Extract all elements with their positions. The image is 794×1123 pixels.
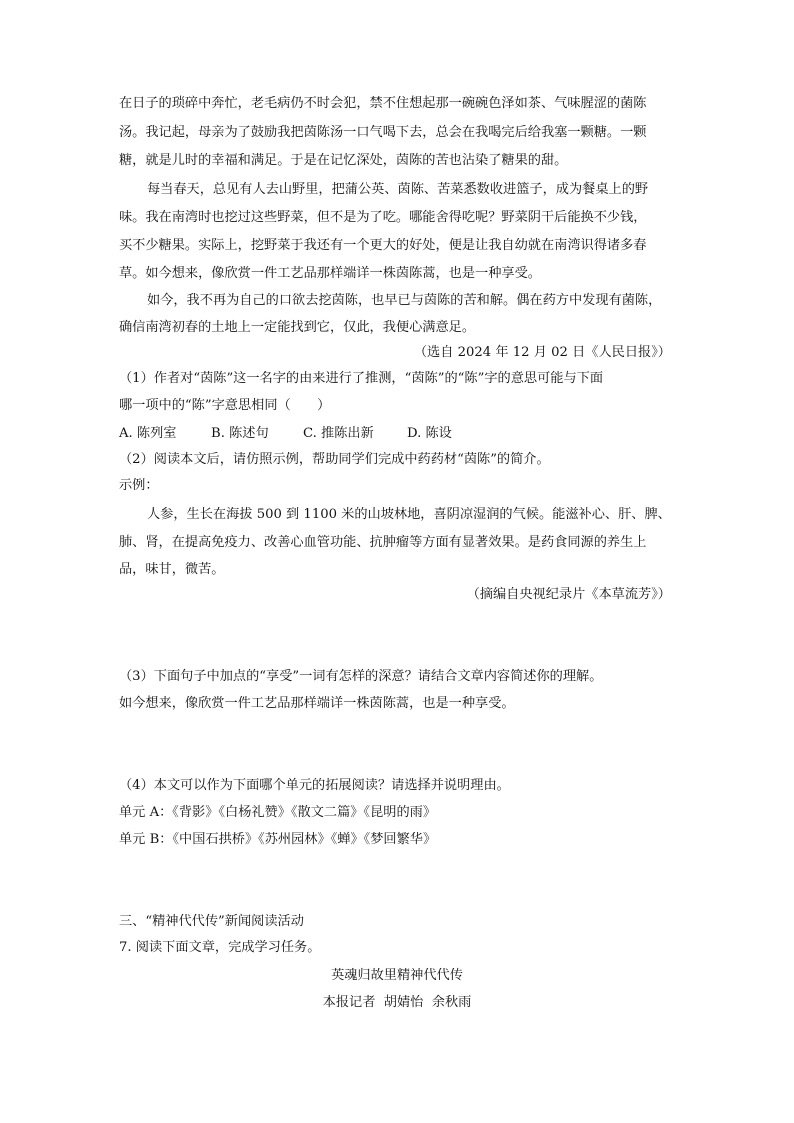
q4-prompt: （4）本文可以作为下面哪个单元的拓展阅读？请选择并说明理由。	[119, 778, 510, 793]
passage-p3-line-1: 如今，我不再为自己的口欲去挖茵陈，也早已与茵陈的苦和解。偶在药方中发现有菌陈，	[147, 293, 662, 308]
section-3-task: 7. 阅读下面文章，完成学习任务。	[119, 940, 321, 955]
q1-option-a[interactable]: A. 陈列室	[119, 426, 177, 441]
q1-option-d[interactable]: D. 陈设	[407, 426, 452, 441]
q2-example-line-3: 品，味甘，微苦。	[119, 562, 225, 577]
q1-options	[119, 424, 679, 444]
q2-example-label: 示例：	[119, 478, 159, 493]
q1-prompt-line-1: （1）作者对“茵陈”这一名字的由来进行了推测，“茵陈”的“陈”字的意思可能与下面	[119, 371, 604, 386]
passage-p2-line-2: 味。我在南湾时也挖过这些野菜，但不是为了吃。哪能舍得吃呢？野菜阴干后能换不少钱，	[119, 210, 647, 225]
q1-prompt-line-2: 哪一项中的“陈”字意思相同（ ）	[119, 398, 331, 413]
q2-example-line-2: 肺、肾，在提高免疫力、改善心血管功能、抗肿瘤等方面有显著效果。是药食同源的养生上	[119, 535, 647, 550]
q2-example-source: （摘编自央视纪录片《本草流芳》）	[466, 587, 671, 602]
q1-option-b[interactable]: B. 陈述句	[211, 426, 269, 441]
article-title: 英魂归故里精神代代传	[331, 968, 463, 983]
passage-p2-line-3: 买不少糖果。实际上，挖野菜于我还有一个更大的好处，便是让我自幼就在南湾识得诸多春	[119, 238, 647, 253]
passage-source: （选自 2024 年 12 月 02 日《人民日报》）	[413, 345, 671, 360]
section-3-heading: 三、“精神代代传”新闻阅读活动	[119, 914, 304, 929]
q2-example-line-1: 人参，生长在海拔 500 到 1100 米的山坡林地，喜阴凉湿润的气候。能滋补心、肝、脾、	[147, 507, 671, 522]
q3-prompt: （3）下面句子中加点的“享受”一词有怎样的深意？请结合文章内容简述你的理解。	[119, 669, 603, 684]
article-byline: 本报记者 胡婧怡 余秋雨	[322, 995, 472, 1010]
q4-unit-b: 单元 B：《中国石拱桥》《苏州园林》《蝉》《梦回繁华》	[119, 832, 437, 847]
passage-p1-line-1: 在日子的琐碎中奔忙，老毛病仍不时会犯，禁不住想起那一碗碗色泽如茶、气味腥涩的菌陈	[119, 96, 647, 111]
q4-unit-a: 单元 A：《背影》《白杨礼赞》《散文二篇》《昆明的雨》	[119, 805, 437, 820]
passage-p1-line-2: 汤。我记起，母亲为了鼓励我把茵陈汤一口气喝下去，总会在我喝完后给我塞一颗糖。一颗	[119, 125, 647, 140]
passage-p1-line-3: 糖，就是儿时的幸福和满足。于是在记忆深处，茵陈的苦也沾染了糖果的甜。	[119, 153, 568, 168]
q3-sentence: 如今想来，像欣赏一件工艺品那样端详一株茵陈蒿，也是一种享受。	[119, 696, 515, 711]
q2-prompt: （2）阅读本文后，请仿照示例，帮助同学们完成中药药材“茵陈”的简介。	[119, 452, 550, 467]
passage-p3-line-2: 确信南湾初春的土地上一定能找到它，仅此，我便心满意足。	[119, 320, 476, 335]
passage-p2-line-4: 草。如今想来，像欣赏一件工艺品那样端详一株茵陈蒿，也是一种享受。	[119, 266, 541, 281]
passage-p2-line-1: 每当春天，总见有人去山野里，把蒲公英、茵陈、苦菜悉数收进篮子，成为餐桌上的野	[147, 182, 649, 197]
q1-option-c[interactable]: C. 推陈出新	[303, 426, 374, 441]
